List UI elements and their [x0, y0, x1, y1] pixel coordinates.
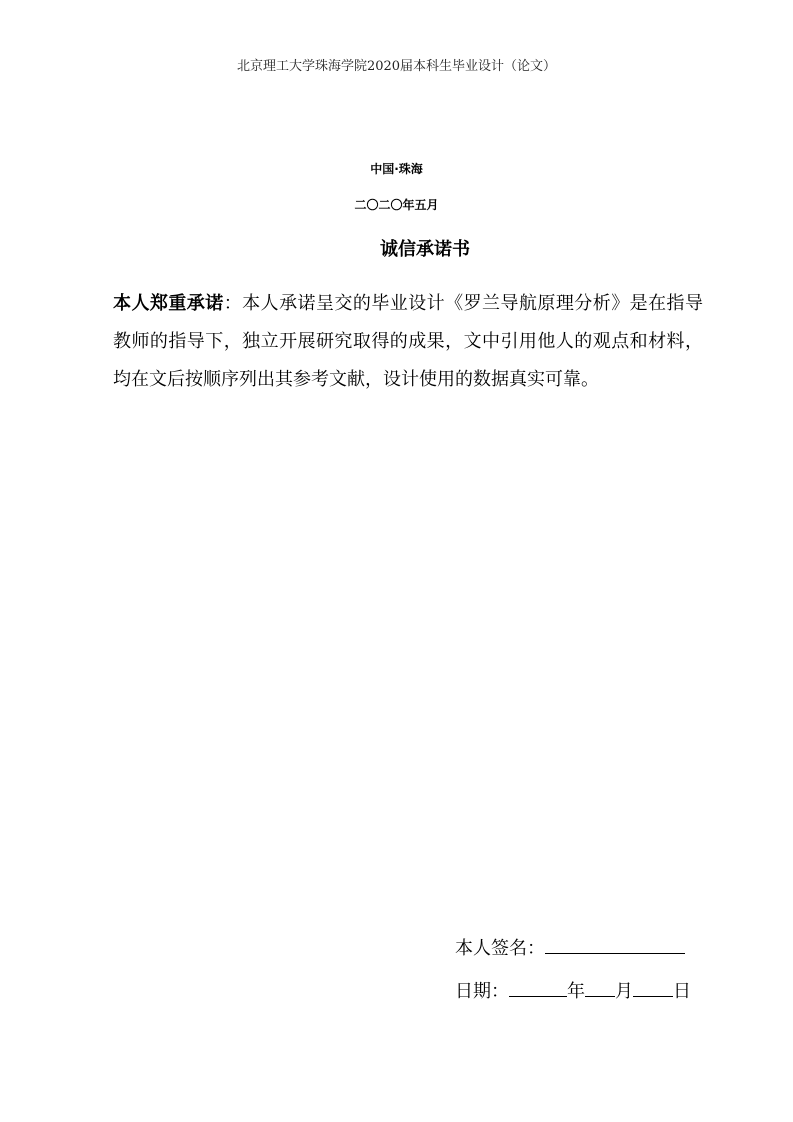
- cover-place: 中国·珠海: [370, 162, 423, 176]
- signature-blank: [545, 935, 685, 954]
- pledge-text: 本人承诺呈交的毕业设计《罗兰导航原理分析》是在指导教师的指导下，独立开展研究取得的成果，文中引用他人的观点和材料，均在文后按顺序列出其参考文献，设计使用的数据真实可靠。: [113, 293, 704, 390]
- day-blank: [633, 978, 673, 997]
- running-header: 北京理工大学珠海学院2020届本科生毕业设计（论文）: [236, 59, 557, 74]
- day-unit: 日: [673, 981, 691, 1002]
- year-blank: [509, 978, 567, 997]
- pledge-paragraph: [113, 285, 703, 399]
- date-row: [455, 978, 691, 1004]
- pledge-lead: 本人郑重承诺: [113, 293, 224, 314]
- pledge-colon: ：: [223, 293, 243, 314]
- date-label: 日期：: [455, 981, 509, 1002]
- signature-row: [455, 935, 685, 961]
- month-unit: 月: [615, 981, 633, 1002]
- pledge-title: 诚信承诺书: [380, 239, 470, 260]
- year-unit: 年: [567, 981, 585, 1002]
- month-blank: [585, 978, 615, 997]
- cover-date: 二〇二〇年五月: [354, 198, 439, 212]
- signer-label: 本人签名：: [455, 938, 545, 959]
